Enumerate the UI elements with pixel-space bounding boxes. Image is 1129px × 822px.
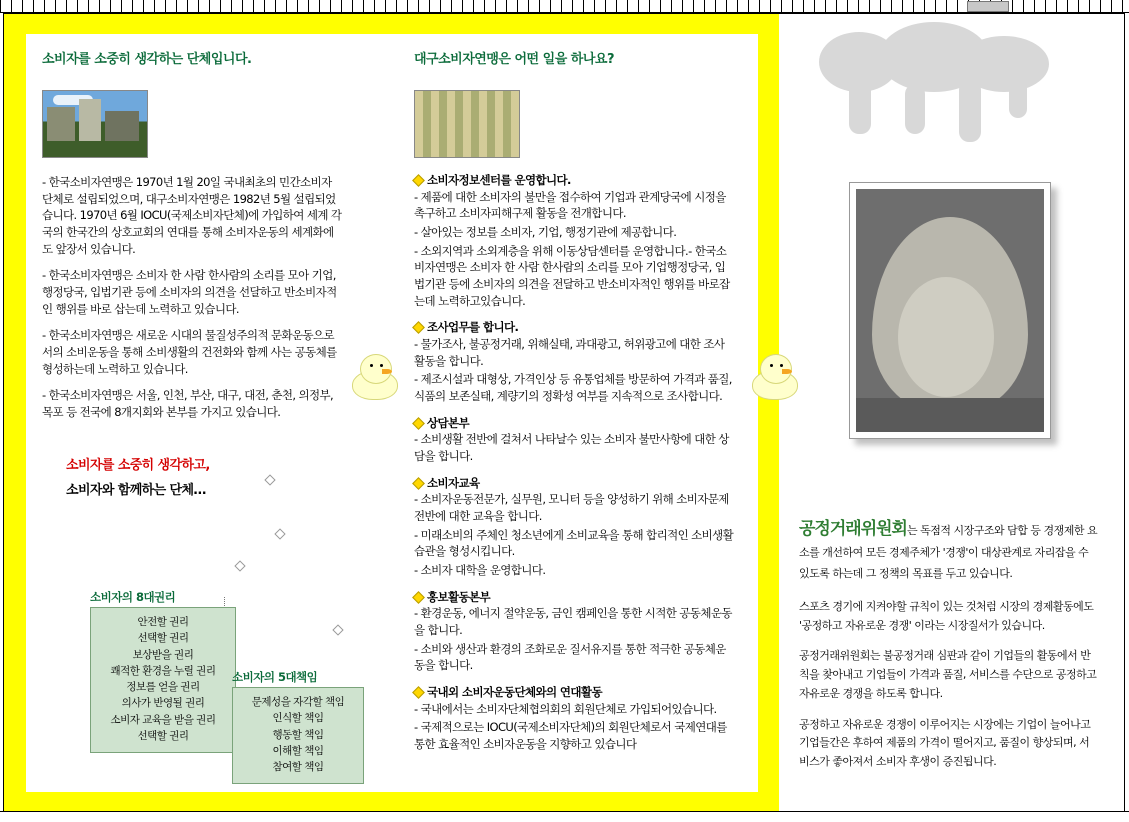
rights-duties-diagram bbox=[64, 589, 364, 799]
bottom-ruler bbox=[0, 811, 1129, 822]
right-item: 선택할 권리 bbox=[137, 729, 189, 742]
section-line: - 제품에 대한 소비자의 불만을 접수하여 기업과 관계당국에 시정을 촉구하고 소비자피해구제 활동을 전개합니다. bbox=[414, 189, 726, 221]
ruler-thumb[interactable] bbox=[967, 1, 1009, 12]
section-line: - 국내에서는 소비자단체협의회의 회원단체로 가입되어있습니다. bbox=[414, 701, 717, 716]
right-item: 쾌적한 환경을 누릴 권리 bbox=[110, 664, 216, 677]
section-heading: 국내외 소비자운동단체와의 연대활동 bbox=[427, 685, 602, 700]
five-duties-box bbox=[232, 687, 364, 784]
section-line: - 소비자운동전문가, 실무원, 모니터 등을 양성하기 위해 소비자문제 전반에 대한 교육을 합니다. bbox=[414, 492, 729, 524]
section-heading: 소비자교육 bbox=[427, 475, 480, 490]
duty-item: 인식할 책임 bbox=[272, 712, 324, 725]
right-item: 선택할 권리 bbox=[137, 632, 189, 645]
left-paragraph-1: - 한국소비자연맹은 1970년 1월 20일 국내최초의 민간소비자단체로 설립되었으며, 대구소비자연맹은 1982년 5월 설립되었습니다. 1970년 6월 IOCU(국제소비자단체)에 가입하여 세계 각국의 한국간의 상호교회의 연대를 통해 소비자운동의 세계화에도 앞장서 있습니다. bbox=[42, 175, 342, 256]
bullet-icon bbox=[412, 477, 425, 490]
left-column-title: 소비자를 소중히 생각하는 단체입니다. bbox=[42, 52, 252, 67]
bottles-photo bbox=[414, 90, 520, 158]
building-photo bbox=[42, 90, 148, 158]
right-paragraph-2: 공정거래위원회는 불공정거래 심판과 같이 기업들의 활동에서 반칙을 찾아내고 기업들이 가격과 품질, 서비스를 수단으로 공정하고 자유로운 경쟁을 하도록 합니다. bbox=[799, 649, 1097, 700]
right-item: 의사가 반영될 권리 bbox=[121, 697, 205, 710]
section-line: - 소비생활 전반에 걸쳐서 나타날수 있는 소비자 불만사항에 대한 상담을 합니다. bbox=[414, 432, 729, 464]
right-paragraph-3: 공정하고 자유로운 경쟁이 이루어지는 시장에는 기업이 늘어나고 기업들간은 후하여 제품의 가격이 떨어지고, 품질이 향상되며, 서비스가 좋아져서 소비자 후생이 증진됩니다. bbox=[799, 717, 1091, 768]
section-line: - 미래소비의 주체인 청소년에게 소비교육을 통해 합리적인 소비생활 습관을 형성시킵니다. bbox=[414, 527, 734, 559]
right-item: 보상받을 권리 bbox=[132, 648, 194, 661]
kftc-title-rest: 는 독점적 시장구조와 담합 등 경쟁제한 요소를 개선하여 모든 경제주체가 '경쟁'이 대상관계로 자리잡을 수 있도록 하는데 그 정책의 목표를 두고 있습니다. bbox=[799, 524, 1098, 581]
five-duties-title: 소비자의 5대책임 bbox=[232, 670, 318, 684]
bullet-icon bbox=[412, 591, 425, 604]
section-line: - 소외지역과 소외계층을 위해 이동상담센터를 운영합니다.- 한국소비자연맹은 소비자 한 사람 한사람의 소리를 모아 기업행정당국, 입법기관 등에 소비자의 의견을 전달하고 반소비자적인 행위를 바로잡는데 노력하고있습니다. bbox=[414, 243, 730, 308]
eight-rights-box bbox=[90, 607, 236, 753]
duck-icon bbox=[352, 354, 396, 398]
building-shape-3 bbox=[105, 111, 139, 141]
slogan-block bbox=[66, 454, 346, 498]
building-shape-2 bbox=[79, 99, 101, 141]
right-item: 소비자 교육을 받을 권리 bbox=[110, 713, 216, 726]
section-line: - 국제적으로는 IOCU(국제소비자단체)의 회원단체로서 국제연대를 통한 효율적인 소비자운동을 지향하고 있습니다 bbox=[414, 720, 727, 752]
left-paragraph-2: - 한국소비자연맹은 소비자 한 사람 한사람의 소리를 모아 기업, 행정당국, 입법기관 등에 소비자의 의견을 선달하고 반소비자적인 행위를 바로 삽는데 노력하고 있습니다. bbox=[42, 268, 337, 316]
building-shape-1 bbox=[47, 107, 75, 141]
section-line: - 물가조사, 불공정거래, 위해실태, 과대광고, 허위광고에 대한 조사활동을 합니다. bbox=[414, 337, 725, 368]
section-line: - 소비자 대학을 운영합니다. bbox=[414, 563, 546, 578]
right-item: 정보를 얻을 권리 bbox=[126, 681, 200, 694]
section-line: - 살아있는 정보를 소비자, 기업, 행정기관에 제공합니다. bbox=[414, 225, 677, 240]
splash-graphic bbox=[809, 22, 1089, 142]
section-line: - 제조시설과 대형상, 가격인상 등 유통업체를 방문하여 가격과 품질, 식품의 보존실태, 계량기의 정확성 여부를 지속적으로 조사합니다. bbox=[414, 372, 732, 404]
bullet-icon bbox=[412, 322, 425, 335]
rock-sculpture-photo bbox=[849, 182, 1051, 439]
middle-column-title: 대구소비자연맹은 어떤 일을 하나요? bbox=[414, 52, 614, 67]
kftc-title-line bbox=[799, 514, 1099, 584]
eight-rights-title: 소비자의 8대권리 bbox=[90, 590, 176, 604]
top-ruler bbox=[0, 0, 1129, 13]
bullet-icon bbox=[412, 174, 425, 187]
kftc-highlight: 공정거래위원회 bbox=[799, 519, 907, 539]
duty-item: 이해할 책임 bbox=[272, 744, 324, 757]
brochure-sheet bbox=[3, 13, 1125, 813]
duty-item: 참여할 책임 bbox=[272, 761, 324, 774]
left-paragraph-4: - 한국소비자연맹은 서울, 인천, 부산, 대구, 대전, 춘천, 의정부, 목포 등 전국에 8개지회와 본부를 가지고 있습니다. bbox=[42, 388, 334, 420]
left-paragraph-3: - 한국소비자연맹은 새로운 시대의 물질성주의적 문화운동으로서의 소비운동을 통해 소비생활의 건전화와 함께 사는 공동체를 형성하는데 노력하고 있습니다. bbox=[42, 328, 337, 376]
slogan-line-2: 소비자와 함께하는 단체… bbox=[66, 483, 206, 498]
bullet-icon bbox=[412, 686, 425, 699]
right-column bbox=[779, 14, 1124, 812]
duty-item: 문제성을 자각할 책임 bbox=[251, 696, 345, 708]
middle-column-body bbox=[414, 164, 734, 763]
slogan-line-1: 소비자를 소중히 생각하고, bbox=[66, 458, 210, 473]
right-paragraph-1: 스포츠 경기에 지켜야할 규칙이 있는 것처럼 시장의 경제활동에도 '공정하고 자유로운 경쟁' 이라는 시장질서가 있습니다. bbox=[799, 600, 1094, 632]
section-line: - 소비와 생산과 환경의 조화로운 질서유지를 통한 적극한 공동체운동을 합니다. bbox=[414, 641, 726, 673]
duty-item: 행동할 책임 bbox=[272, 728, 324, 741]
section-heading: 홍보활동본부 bbox=[427, 589, 491, 604]
left-column bbox=[42, 48, 342, 67]
section-heading: 소비자정보센터를 운영합니다. bbox=[427, 173, 571, 187]
right-item: 안전할 권리 bbox=[137, 616, 189, 628]
left-column-body bbox=[42, 166, 342, 431]
bullet-icon bbox=[412, 417, 425, 430]
section-heading: 조사업무를 합니다. bbox=[427, 320, 519, 335]
section-heading: 상담본부 bbox=[427, 415, 470, 430]
middle-column bbox=[414, 48, 734, 67]
section-line: - 환경운동, 에너지 절약운동, 금인 캠페인을 통한 시적한 공동체운동을 합니다. bbox=[414, 606, 732, 638]
right-column-text bbox=[799, 514, 1099, 784]
